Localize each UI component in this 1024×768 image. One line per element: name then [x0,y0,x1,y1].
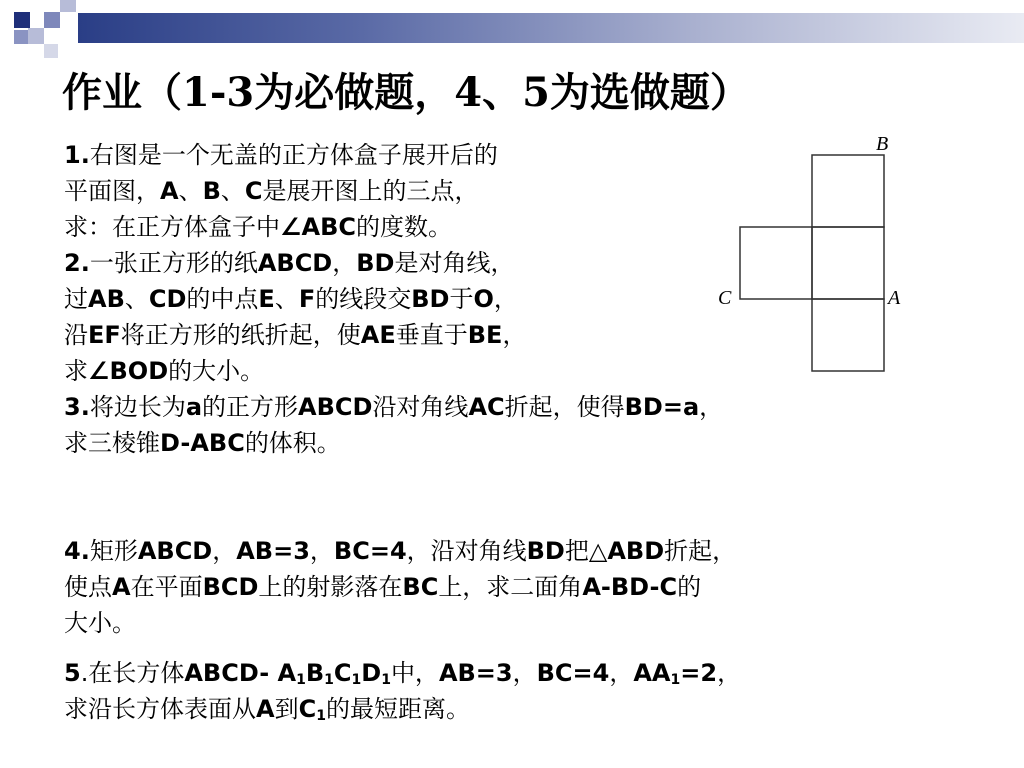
problem-1-line-3 [64,209,452,245]
net-face-left [740,227,812,299]
math: AC [468,393,505,421]
problem-3-line-2 [64,425,341,461]
text: ， [609,659,634,687]
math: BC=4 [536,659,610,687]
header-gradient-band [78,13,1024,43]
text: 是对角线， [394,249,515,277]
point-label: B [202,177,221,205]
text: ， [502,321,527,349]
text: ， [212,537,237,565]
math: BD [411,285,450,313]
deco-square-mid-3 [14,30,28,44]
text: 上的射影落在 [258,573,403,601]
problem-2-line-3 [64,317,526,353]
math: D-ABC [160,429,245,457]
text: 沿对角线 [372,393,469,421]
math: O [473,285,494,313]
text: ， [512,659,537,687]
math: ABCD- A [184,659,297,687]
deco-square-mid-2 [60,0,76,12]
label-a: A [888,287,901,309]
subscript: 1 [296,672,306,688]
math: AA [633,659,671,687]
math: EF [88,321,121,349]
problem-2-line-4 [64,353,264,389]
problem-number: 2. [64,249,90,277]
math: F [298,285,316,313]
math: D [361,659,382,687]
problem-number: 5 [64,659,81,687]
text: 折起， [664,537,737,565]
text: 上，求二面角 [438,573,583,601]
subscript: 1 [670,672,681,688]
math: AE [360,321,396,349]
text: 右图是一个无盖的正方体盒子展开后的 [89,141,498,169]
text: 的最短距离。 [325,695,470,723]
math: B [305,659,325,687]
problem-1-line-1 [64,137,498,173]
math: =2 [680,659,718,687]
angle-label: ∠ABC [280,213,356,241]
text: 在平面 [130,573,203,601]
math: ABCD [298,393,373,421]
text: ， [699,393,724,421]
text: ， [493,285,518,313]
point-label: C [244,177,263,205]
deco-square-mid [44,12,60,28]
text: 的正方形 [202,393,299,421]
text: 垂直于 [395,321,468,349]
deco-square-dark [14,12,30,28]
text: 平面图， [64,177,160,205]
math: ABD [607,537,665,565]
problem-number: 1. [64,141,90,169]
text: 、 [274,285,299,313]
text: 的线段交 [315,285,412,313]
text: 折起，使得 [504,393,625,421]
text: ， [309,537,334,565]
text: 、 [220,177,245,205]
text: ， [332,249,357,277]
math: AB [88,285,125,313]
math: E [258,285,275,313]
point-label: A [160,177,179,205]
text: 过 [64,285,88,313]
text: 、 [178,177,203,205]
text: 沿 [64,321,88,349]
problem-4-line-1 [64,533,736,569]
label-c: C [718,287,732,309]
math: CD [148,285,187,313]
text: 是展开图上的三点， [262,177,479,205]
cube-net-lines [740,155,884,371]
text: 求三棱锥 [64,429,160,457]
deco-square-light-2 [44,44,58,58]
math: C [298,695,317,723]
text: 大小。 [64,609,136,637]
label-b: B [876,133,889,155]
math: AB=3 [438,659,513,687]
text: 的体积。 [244,429,341,457]
math: BC=4 [333,537,407,565]
math: ABCD [257,249,333,277]
problem-5-line-2 [64,691,470,734]
problem-1-line-2 [64,173,479,209]
problem-2-line-2 [64,281,518,317]
text: 到 [274,695,299,723]
math: a [185,393,203,421]
subscript: 1 [381,672,391,688]
text: 将边长为 [89,393,186,421]
text: 求 [64,357,88,385]
problem-2-line-1 [64,245,514,281]
cube-net-figure [706,130,936,375]
math: BD=a [624,393,700,421]
subscript: 1 [351,672,362,688]
text: 、 [124,285,149,313]
math: BE [467,321,503,349]
subscript: 1 [316,708,326,724]
angle-label: ∠BOD [88,357,169,385]
text: 把△ [564,537,608,565]
text: 求沿长方体表面从 [64,695,256,723]
math: A [256,695,275,723]
net-face-bottom [812,299,884,371]
text: 的 [677,573,702,601]
subscript: 1 [324,672,334,688]
text: ， [717,659,742,687]
text: 于 [449,285,474,313]
text: 的中点 [186,285,259,313]
problem-3-line-1 [64,389,723,425]
text: 中， [390,659,439,687]
text: 矩形 [89,537,138,565]
math: AB=3 [236,537,310,565]
text: 的度数。 [356,213,452,241]
page-title: 作业（1-3为必做题，4、5为选做题） [62,69,750,116]
deco-square-light [28,28,44,44]
math: ABCD [137,537,213,565]
math: A [112,573,131,601]
problem-4-line-3 [64,605,136,641]
net-face-top [812,155,884,227]
math: BD [526,537,565,565]
text: 的大小。 [168,357,265,385]
text: ，沿对角线 [406,537,527,565]
net-face-center [812,227,884,299]
math: BCD [202,573,259,601]
text: 求：在正方体盒子中 [64,213,280,241]
problem-number: 3. [64,393,90,421]
math: BD [356,249,395,277]
math: A-BD-C [582,573,678,601]
text: 将正方形的纸折起，使 [120,321,361,349]
math: BC [402,573,439,601]
text: .在长方体 [80,659,185,687]
problem-number: 4. [64,537,90,565]
text: 使点 [64,573,112,601]
problem-4-line-2 [64,569,701,605]
text: 一张正方形的纸 [89,249,258,277]
math: C [333,659,352,687]
